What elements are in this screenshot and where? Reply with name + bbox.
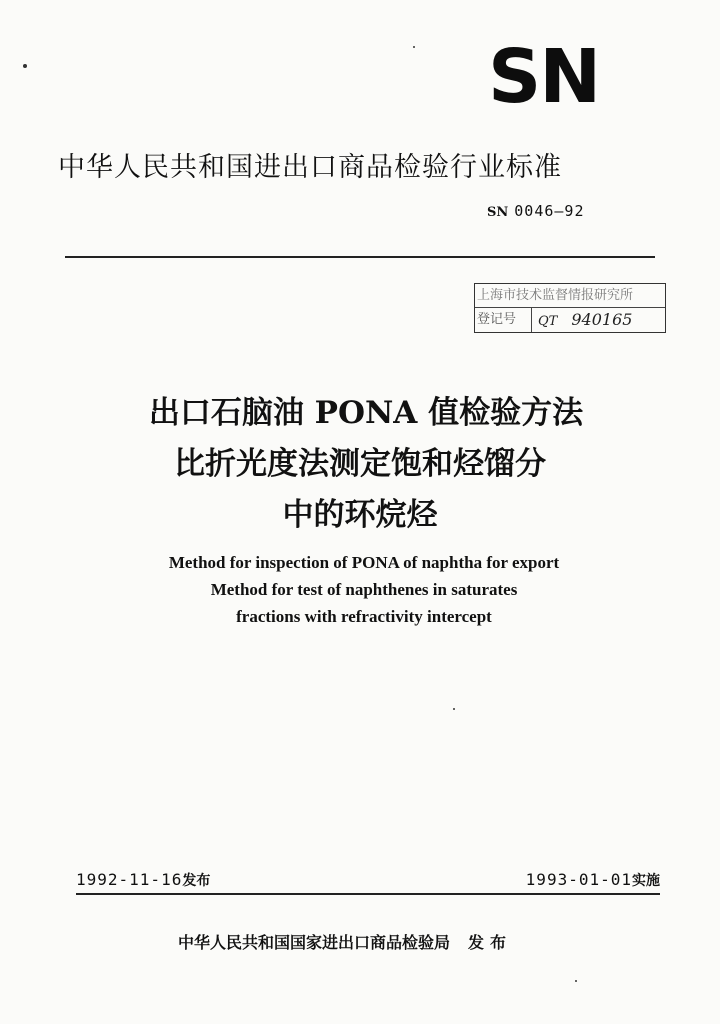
- issue-date: [76, 870, 210, 890]
- document-title-chinese: [0, 388, 720, 541]
- title-cn-line-1: [0, 388, 720, 439]
- bottom-divider: [76, 893, 660, 895]
- title-cn-line-1b: 值检验方法: [428, 395, 584, 431]
- implementation-date-label: 实施: [632, 873, 660, 889]
- implementation-date: [526, 870, 660, 890]
- issue-date-label: 发布: [182, 873, 211, 889]
- standard-code-number: 0046—92: [514, 202, 585, 220]
- library-stamp: [474, 283, 666, 333]
- scan-speck: [575, 980, 577, 982]
- standard-code-prefix: SN: [487, 205, 509, 220]
- scan-speck: [453, 708, 455, 710]
- standard-code: [487, 202, 585, 220]
- title-en-line-2: Method for test of naphthenes in saturates: [210, 580, 518, 599]
- title-en-line-1: Method for inspection of PONA of naphtha for export: [168, 553, 560, 572]
- scan-speck: [413, 46, 415, 48]
- sn-logo: SN: [488, 34, 600, 120]
- publisher-name: 中华人民共和国国家进出口商品检验局: [178, 933, 451, 952]
- stamp-registration-row: [475, 308, 665, 332]
- issue-date-value: 1992-11-16: [76, 870, 183, 889]
- standard-category-title: 中华人民共和国进出口商品检验行业标准: [58, 152, 562, 183]
- stamp-registration-value: [532, 308, 632, 332]
- title-cn-line-1-latin: PONA: [314, 395, 418, 431]
- publisher-action: 发布: [468, 933, 513, 952]
- stamp-number: 940165: [571, 310, 633, 329]
- stamp-class: QT: [538, 314, 558, 329]
- title-cn-line-2: 比折光度法测定饱和烃馏分: [174, 446, 546, 482]
- stamp-institution: 上海市技术监督情报研究所: [475, 284, 665, 308]
- publisher: [178, 930, 512, 953]
- document-title-english: [0, 549, 720, 630]
- title-en-line-3: fractions with refractivity intercept: [236, 607, 492, 626]
- top-divider: [65, 256, 655, 258]
- stamp-registration-label: 登记号: [475, 308, 532, 332]
- title-cn-line-3: 中的环烷烃: [282, 497, 438, 533]
- scan-speck: [23, 64, 27, 68]
- implementation-date-value: 1993-01-01: [525, 870, 632, 889]
- title-cn-line-1a: 出口石脑油: [148, 395, 304, 431]
